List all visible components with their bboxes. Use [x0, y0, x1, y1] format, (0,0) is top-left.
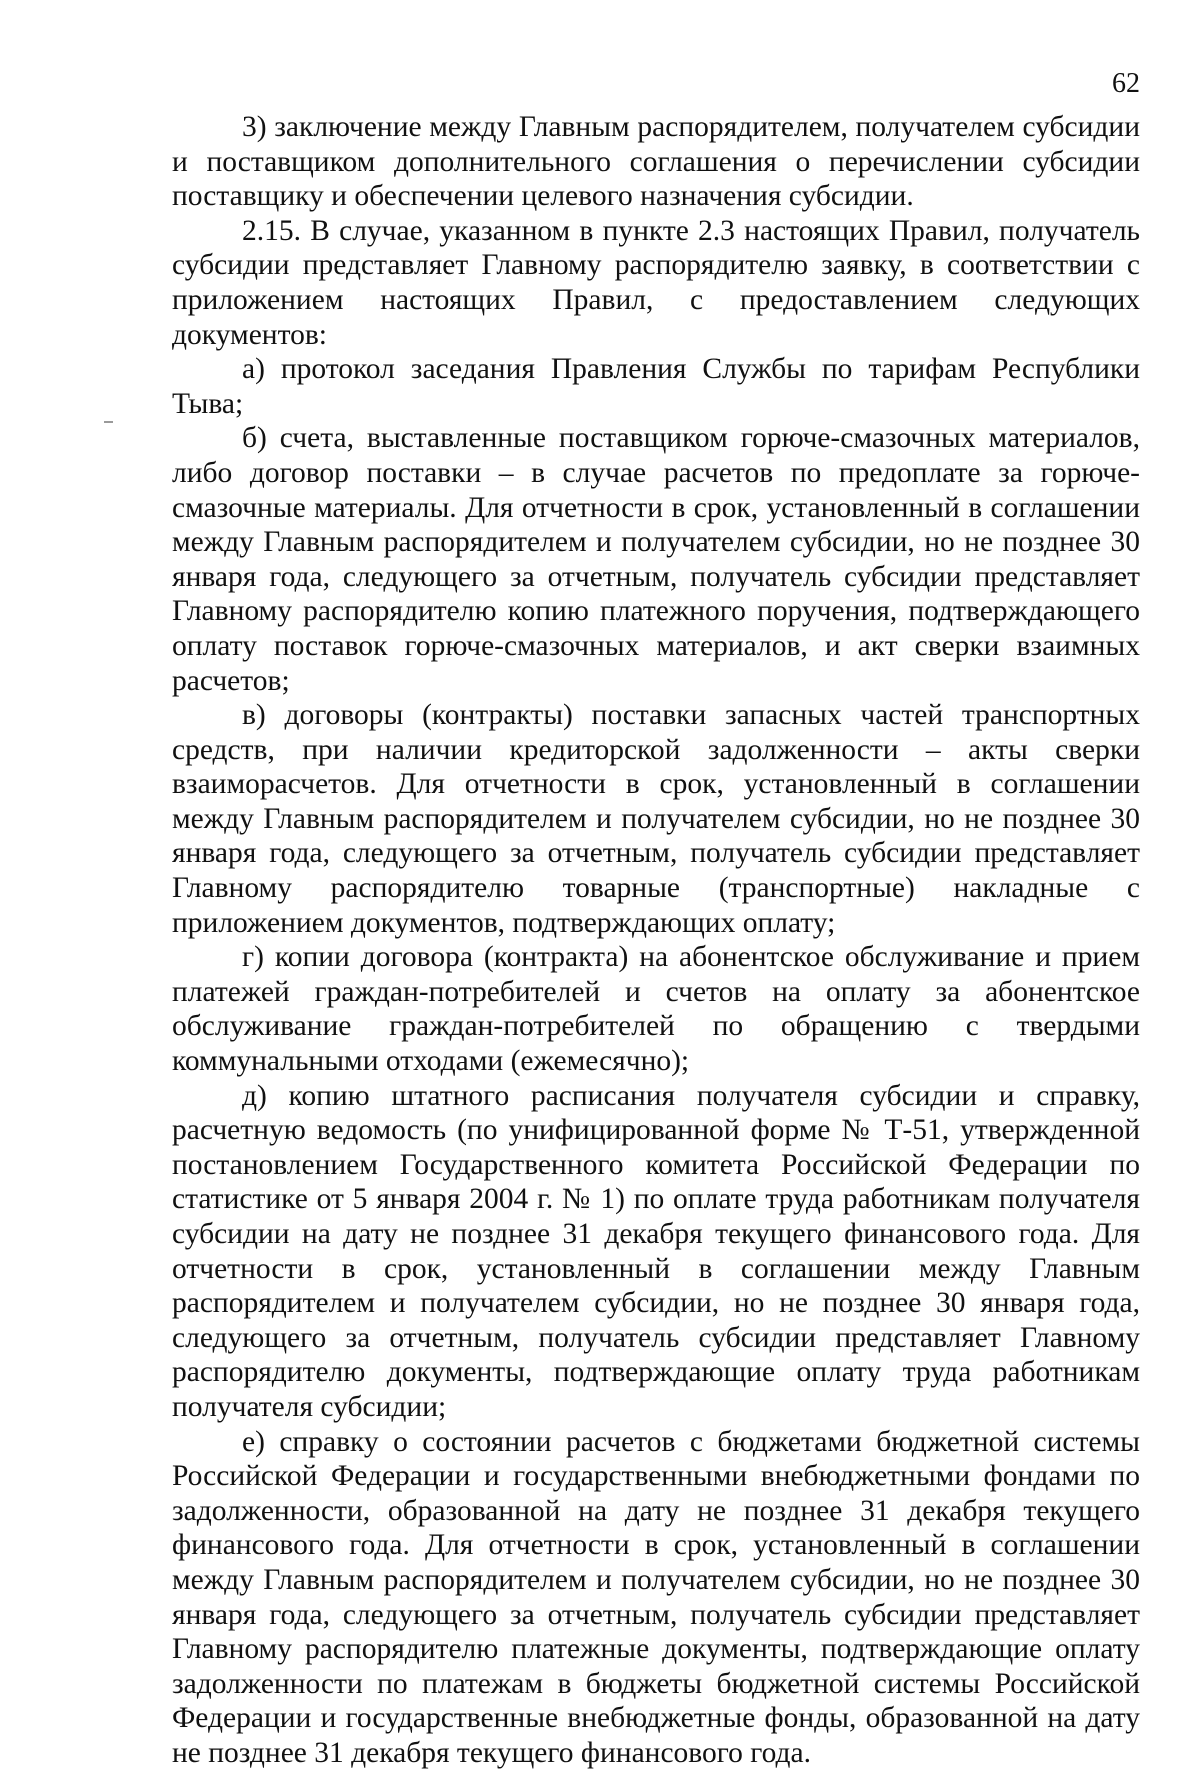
document-body — [172, 110, 1140, 1771]
paragraph-item-e: е) справку о состоянии расчетов с бюджетами бюджетной системы Российской Федерации и государственными внебюджетными фондами по задолженности, образованной на дату не позднее 31 декабря текущего финансового года. Для отчетности в срок, установленный в соглашении между Главным распорядителем и получателем субсидии, но не позднее 30 января года, следующего за отчетным, получатель субсидии представляет Главному распорядителю платежные документы, подтверждающие оплату задолженности по платежам в бюджеты бюджетной системы Российской Федерации и государственные внебюджетные фонды, образованной на дату не позднее 31 декабря текущего финансового года. — [172, 1425, 1140, 1769]
paragraph-item-g: г) копии договора (контракта) на абонентское обслуживание и прием платежей граждан-потребителей и счетов на оплату за абонентское обслуживание граждан-потребителей по обращению с твердыми коммунальными отходами (ежемесячно); — [172, 941, 1140, 1078]
paragraph-item-3: 3) заключение между Главным распорядителем, получателем субсидии и поставщиком дополнительного соглашения о перечислении субсидии поставщику и обеспечении целевого назначения субсидии. — [172, 111, 1140, 213]
page-number: 62 — [1112, 68, 1140, 99]
paragraph-item-v: в) договоры (контракты) поставки запасных частей транспортных средств, при наличии кредиторской задолженности – акты сверки взаиморасчетов. Для отчетности в срок, установленный в соглашении между Главным распорядителем и получателем субсидии, но не позднее 30 января года, следующего за отчетным, получатель субсидии представляет Главному распорядителю товарные (транспортные) накладные с приложением документов, подтверждающих оплату; — [172, 699, 1140, 939]
paragraph-item-a: а) протокол заседания Правления Службы по тарифам Республики Тыва; — [172, 353, 1140, 420]
paragraph-clause-2-15: 2.15. В случае, указанном в пункте 2.3 настоящих Правил, получатель субсидии представляет Главному распорядителю заявку, в соответствии с приложением настоящих Правил, с предоставлением следующих документов: — [172, 214, 1140, 351]
paragraph-item-d: д) копию штатного расписания получателя субсидии и справку, расчетную ведомость (по унифицированной форме № Т-51, утвержденной постановлением Государственного комитета Российской Федерации по статистике от 5 января 2004 г. № 1) по оплате труда работникам получателя субсидии на дату не позднее 31 декабря текущего финансового года. Для отчетности в срок, установленный в соглашении между Главным распорядителем и получателем субсидии, но не позднее 30 января года, следующего за отчетным, получатель субсидии представляет Главному распорядителю документы, подтверждающие оплату труда работникам получателя субсидии; — [172, 1079, 1140, 1423]
paragraph-item-b: б) счета, выставленные поставщиком горюче-смазочных материалов, либо договор поставки – в случае расчетов по предоплате за горюче-смазочные материалы. Для отчетности в срок, установленный в соглашении между Главным распорядителем и получателем субсидии, но не позднее 30 января года, следующего за отчетным, получатель субсидии представляет Главному распорядителю копию платежного поручения, подтверждающего оплату поставок горюче-смазочных материалов, и акт сверки взаимных расчетов; — [172, 422, 1140, 697]
scan-artifact-mark — [104, 421, 113, 423]
